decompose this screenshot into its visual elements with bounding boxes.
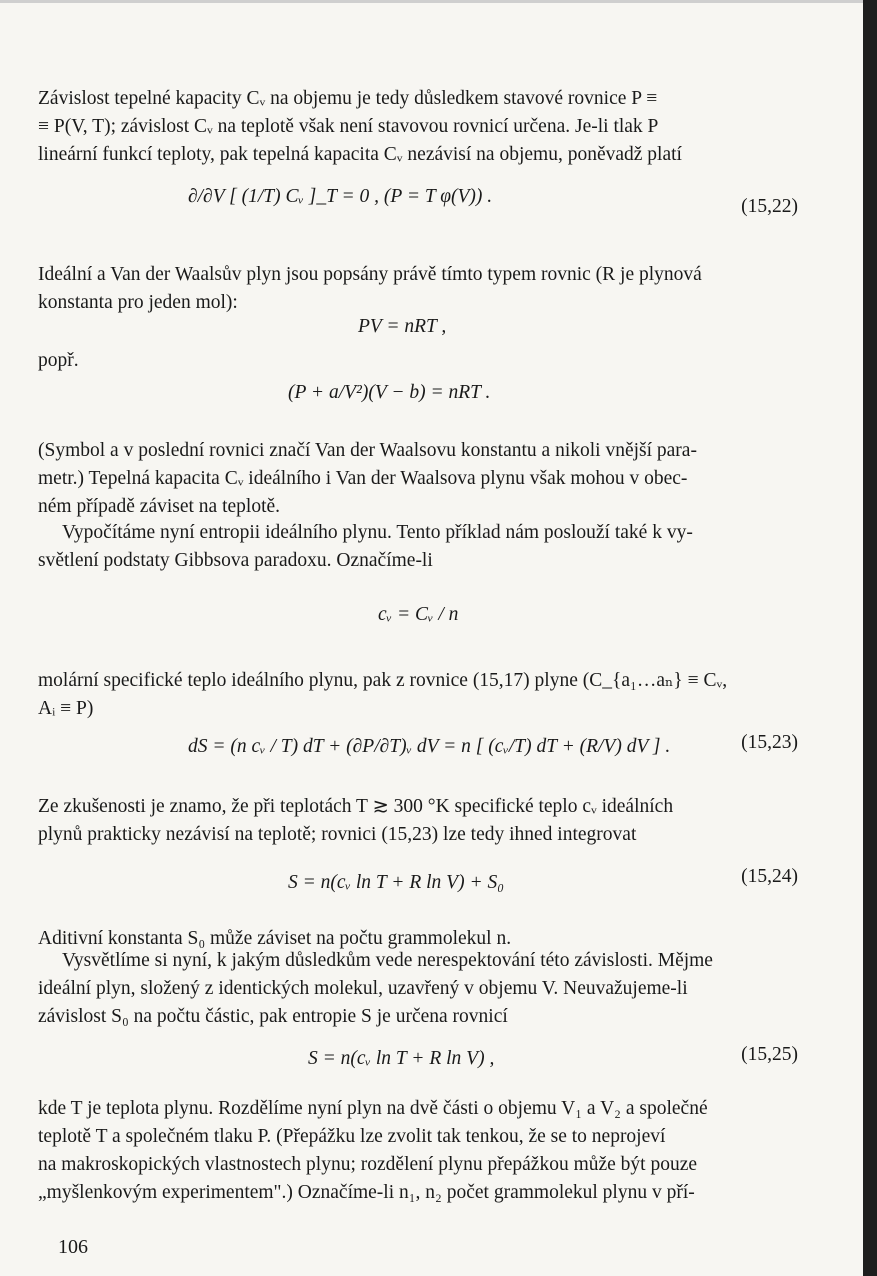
text-line: světlení podstaty Gibbsova paradoxu. Označíme-li [38,550,433,571]
text-line: Závislost tepelné kapacity Cᵥ na objemu je tedy důsledkem stavové rovnice P ≡ [38,88,658,109]
scan-top-edge [0,0,877,3]
text-line: Vypočítáme nyní entropii ideálního plynu. Tento příklad nám poslouží také k vy- [62,522,693,543]
text-line: Ze zkušenosti je znamo, že při teplotách T ≳ 300 °K specifické teplo cᵥ ideálních [38,796,674,817]
equation-15-24: S = n(cᵥ ln T + R ln V) + S₀ [288,872,505,893]
equation-molar-heat: cᵥ = Cᵥ / n [378,604,459,625]
equation-number: (15,25) [741,1044,798,1065]
text-line: ideální plyn, složený z identických molekul, uzavřený v objemu V. Neuvažujeme-li [38,978,688,999]
equation-15-22: ∂/∂V [ (1/T) Cᵥ ]_T = 0 , (P = T φ(V)) . [188,186,493,207]
page-number: 106 [58,1236,88,1258]
equation-15-25: S = n(cᵥ ln T + R ln V) , [308,1048,495,1069]
equation-number: (15,23) [741,732,798,753]
equation-15-23: dS = (n cᵥ / T) dT + (∂P/∂T)ᵥ dV = n [ (cᵥ/T) dT + (R/V) dV ] . [188,736,671,757]
text-line: závislost S₀ na počtu částic, pak entropie S je určena rovnicí [38,1006,508,1027]
equation-number: (15,22) [741,196,798,217]
text-line: metr.) Tepelná kapacita Cᵥ ideálního i Van der Waalsova plynu však mohou v obec- [38,468,688,489]
text-line: (Symbol a v poslední rovnici značí Van der Waalsovu konstantu a nikoli vnější para- [38,440,697,461]
equation-number: (15,24) [741,866,798,887]
text-line: ≡ P(V, T); závislost Cᵥ na teplotě však není stavovou rovnicí určena. Je-li tlak P [38,116,659,137]
text-line: konstanta pro jeden mol): [38,292,238,313]
equation-van-der-waals: (P + a/V²)(V − b) = nRT . [288,382,491,403]
text-line: Vysvětlíme si nyní, k jakým důsledkům vede nerespektování této závislosti. Mějme [62,950,713,971]
text-line: Aᵢ ≡ P) [38,698,94,719]
text-line: Aditivní konstanta S₀ může záviset na počtu grammolekul n. [38,928,512,949]
text-line: ném případě záviset na teplotě. [38,496,281,517]
text-line: „myšlenkovým experimentem".) Označíme-li n₁, n₂ počet grammolekul plynu v pří- [38,1182,695,1203]
text-line: teplotě T a společném tlaku P. (Přepážku lze zvolit tak tenkou, že se to neprojeví [38,1126,666,1147]
text-line: plynů prakticky nezávisí na teplotě; rovnici (15,23) lze tedy ihned integrovat [38,824,637,845]
text-line: molární specifické teplo ideálního plynu, pak z rovnice (15,17) plyne (C_{a₁…aₙ} ≡ Cᵥ, [38,670,728,691]
text-line: Ideální a Van der Waalsův plyn jsou popsány právě tímto typem rovnic (R je plynová [38,264,702,285]
equation-ideal-gas: PV = nRT , [358,316,447,337]
text-line: lineární funkcí teploty, pak tepelná kapacita Cᵥ nezávisí na objemu, poněvadž platí [38,144,682,165]
text-line: popř. [38,350,79,371]
text-line: kde T je teplota plynu. Rozdělíme nyní plyn na dvě části o objemu V₁ a V₂ a společné [38,1098,708,1119]
scan-right-edge [863,0,877,1276]
text-line: na makroskopických vlastnostech plynu; rozdělení plynu přepážkou může být pouze [38,1154,698,1175]
